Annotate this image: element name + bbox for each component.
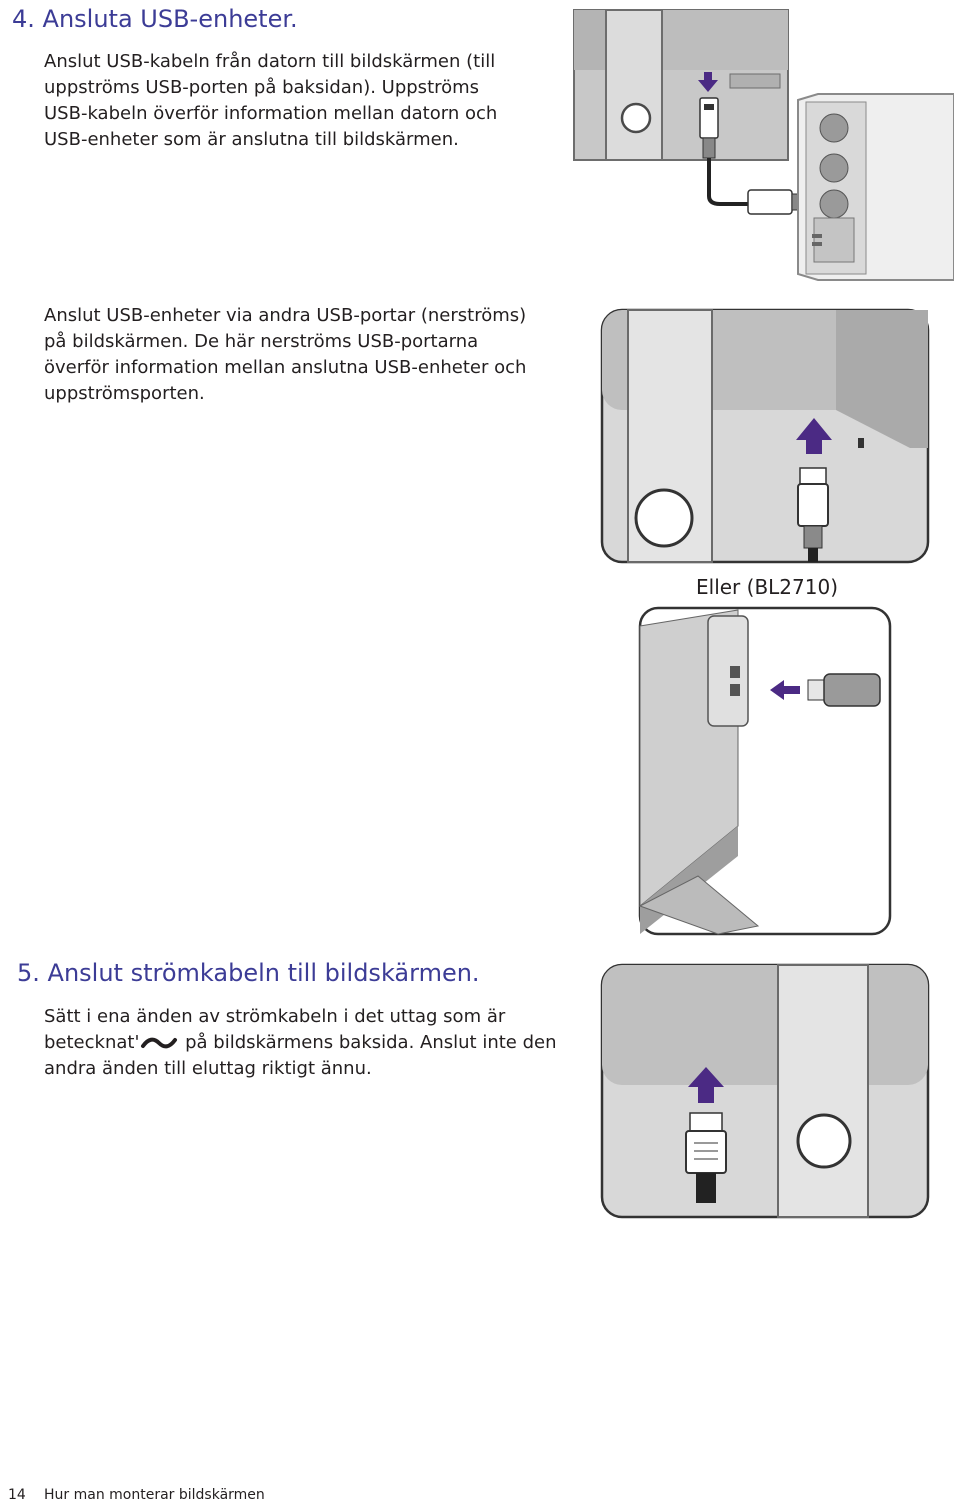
alt-caption: Eller (BL2710) — [696, 575, 839, 599]
illustration-downstream-usb — [600, 308, 932, 566]
paragraph-fragment: på bildskärmens baksida. Anslut inte den — [179, 1032, 557, 1053]
paragraph-line: Sätt i ena änden av strömkabeln i det uttag som är — [44, 1006, 506, 1027]
footer-chapter: Hur man monterar bildskärmen — [44, 1487, 265, 1503]
paragraph-line: överför information mellan anslutna USB-enheter och — [44, 357, 527, 378]
paragraph-line: uppströms USB-porten på baksidan). Uppströms — [44, 77, 480, 98]
paragraph-line — [44, 1030, 557, 1056]
section-5-title: 5. Anslut strömkabeln till bildskärmen. — [17, 959, 480, 987]
paragraph-line: uppströmsporten. — [44, 383, 205, 404]
ac-power-symbol-icon — [139, 1035, 179, 1051]
paragraph-line: på bildskärmen. De här nerströms USB-portarna — [44, 331, 479, 352]
illustration-power-cable — [600, 963, 932, 1221]
paragraph-power — [44, 1004, 557, 1082]
paragraph-downstream — [44, 303, 526, 407]
paragraph-line: Anslut USB-enheter via andra USB-portar (nerströms) — [44, 305, 527, 326]
paragraph-line: USB-enheter som är anslutna till bildskärmen. — [44, 129, 459, 150]
paragraph-line: andra änden till eluttag riktigt ännu. — [44, 1058, 372, 1079]
section-4-title: 4. Ansluta USB-enheter. — [12, 5, 298, 33]
paragraph-upstream — [44, 49, 497, 153]
illustration-upstream-usb — [570, 8, 954, 284]
paragraph-line: USB-kabeln överför information mellan datorn och — [44, 103, 498, 124]
page-number: 14 — [8, 1487, 26, 1503]
illustration-bl2710-usb — [638, 606, 892, 936]
paragraph-line: Anslut USB-kabeln från datorn till bildskärmen (till — [44, 51, 496, 72]
paragraph-fragment: betecknat' — [44, 1032, 140, 1053]
